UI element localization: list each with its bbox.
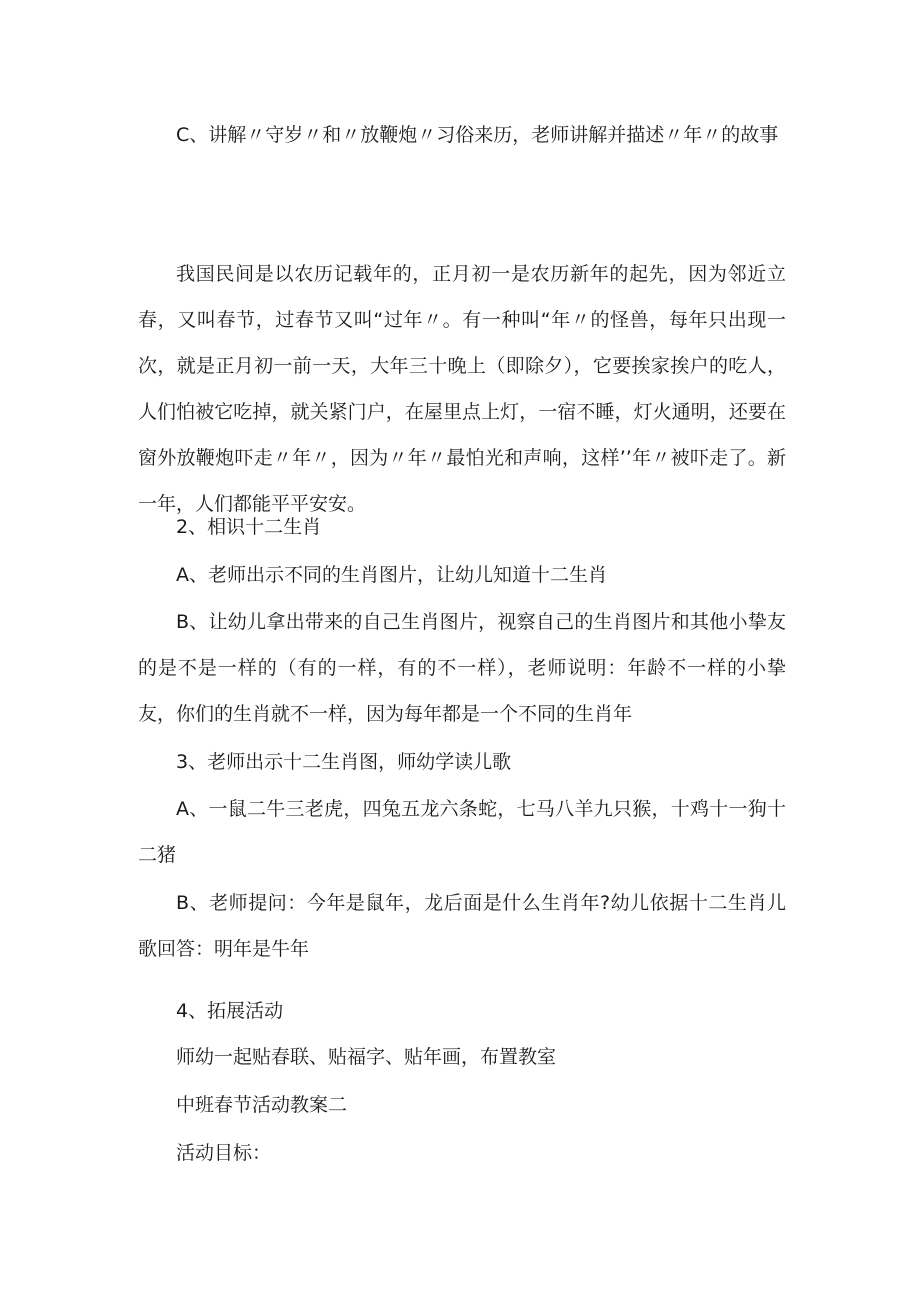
- heading-lesson-plan-two: 中班春节活动教案二: [176, 1094, 348, 1116]
- paragraph-custom-origin: C、讲解〃守岁〃和〃放鞭炮〃习俗来历，老师讲解并描述〃年〃的故事: [176, 124, 779, 146]
- paragraph-show-pictures: A、老师出示不同的生肖图片，让幼儿知道十二生肖: [176, 564, 607, 586]
- heading-extension-activity: 4、拓展活动: [176, 1000, 284, 1022]
- heading-know-zodiac: 2、相识十二生肖: [176, 516, 322, 538]
- paragraph-nian-story: 我国民间是以农历记载年的，正月初一是农历新年的起先，因为邻近立春，又叫春节，过春节又叫“过年〃。有一种叫“年〃的怪兽，每年只出现一次，就是正月初一前一天，大年三十晚上（即除夕），它要挨家挨户的吃人，人们怕被它吃掉，就关紧门户，在屋里点上灯，一宿不睡，灯火通明，还要在窗外放鞭炮吓走〃年〃，因为〃年〃最怕光和声响，这样’’年〃被吓走了。新一年，人们都能平平安安。: [138, 263, 786, 515]
- paragraph-compare-pictures: B、让幼儿拿出带来的自己生肖图片，视察自己的生肖图片和其他小挚友的是不是一样的（有的一样，有的不一样），老师说明：年龄不一样的小挚友，你们的生肖就不一样，因为每年都是一个不同的生肖年: [138, 611, 786, 725]
- paragraph-decorate-classroom: 师幼一起贴春联、贴福字、贴年画，布置教室: [176, 1046, 557, 1068]
- heading-zodiac-song: 3、老师出示十二生肖图，师幼学读儿歌: [176, 751, 512, 773]
- heading-activity-goals: 活动目标：: [176, 1142, 272, 1164]
- paragraph-song-lyrics: A、一鼠二牛三老虎，四兔五龙六条蛇，七马八羊九只猴，十鸡十一狗十二猪: [138, 798, 786, 866]
- paragraph-teacher-question: B、老师提问：今年是鼠年，龙后面是什么生肖年?幼儿依据十二生肖儿歌回答：明年是牛年: [138, 892, 786, 960]
